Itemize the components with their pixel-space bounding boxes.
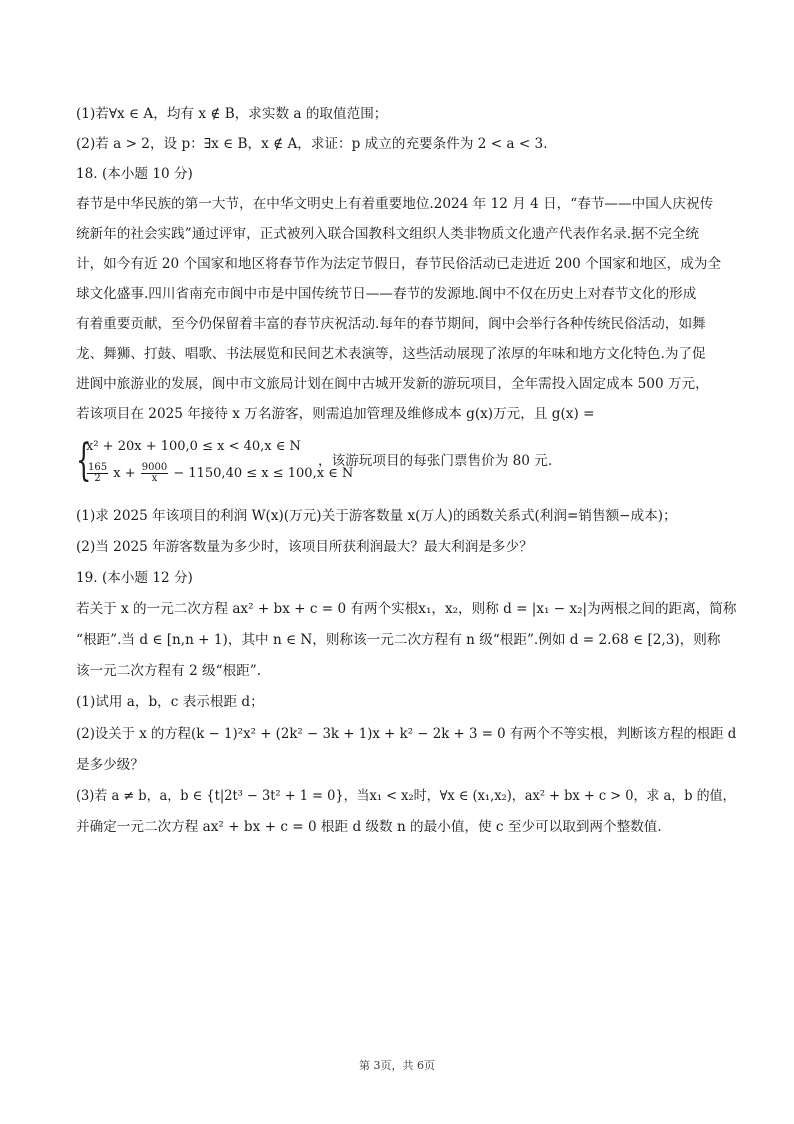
q19-part2: (2)设关于 x 的方程(k − 1)²x² + (2k² − 3k + 1)x + k² − 2k + 3 = 0 有两个不等实根，判断该方程的根距 d xyxy=(76,726,737,742)
q19-part1: (1)试用 a，b，c 表示根距 d； xyxy=(76,694,264,710)
q18-text-line: 计，如今有近 20 个国家和地区将春节作为法定节假日，春节民俗活动已走进近 200 个国家和地区，成为全 xyxy=(76,256,722,272)
q19-part2-cont: 是多少级？ xyxy=(76,757,144,773)
piecewise-tail: ，该游玩项目的每张门票售价为 80 元. xyxy=(318,453,553,469)
q19-text-line: “根距”.当 d ∈ [n,n + 1)，其中 n ∈ N，则称该一元二次方程有 n 级“根距”.例如 d = 2.68 ∈ [2,3)，则称 xyxy=(76,632,721,648)
q18-text-line: 球文化盛事.四川省南充市阆中市是中国传统节日——春节的发源地.阆中不仅在历史上对春节文化的形成 xyxy=(76,286,697,302)
q19-part3: (3)若 a ≠ b，a，b ∈ {t|2t³ − 3t² + 1 = 0}，当x₁ < x₂时，∀x ∈ (x₁,x₂)，ax² + bx + c > 0，求 a，b 的值， xyxy=(76,788,736,804)
fraction: $\frac{9000}{x}$ xyxy=(141,462,168,484)
q18-part2: (2)当 2025 年游客数量为多少时，该项目所获利润最大？最大利润是多少？ xyxy=(76,539,533,555)
q17-part2: (2)若 a > 2，设 p：∃x ∈ B，x ∉ A，求证：p 成立的充要条件为 2 < a < 3. xyxy=(76,136,548,152)
q19-text-line: 该一元二次方程有 2 级“根距”. xyxy=(76,663,262,679)
q19-text-line: 若关于 x 的一元二次方程 ax² + bx + c = 0 有两个实根x₁，x₂，则称 d = |x₁ − x₂|为两根之间的距离，简称 xyxy=(76,601,737,617)
q18-text-line: 春节是中华民族的第一大节，在中华文明史上有着重要地位.2024 年 12 月 4 日，“春节——中国人庆祝传 xyxy=(76,196,714,212)
q18-text-line: 进阆中旅游业的发展，阆中市文旅局计划在阆中古城开发新的游玩项目，全年需投入固定成本 500 万元， xyxy=(76,376,709,392)
q17-part1: (1)若∀x ∈ A，均有 x ∉ B，求实数 a 的取值范围； xyxy=(76,106,388,122)
page-footer: 第 3页，共 6页 xyxy=(359,1059,435,1072)
q18-heading: 18. (本小题 10 分) xyxy=(76,166,193,182)
q19-heading: 19. (本小题 12 分) xyxy=(76,570,193,586)
piecewise-function xyxy=(76,434,736,490)
q18-text-line: 龙、舞狮、打鼓、唱歌、书法展览和民间艺术表演等，这些活动展现了浓厚的年味和地方文化特色.为了促 xyxy=(76,346,706,362)
piecewise-case-2: $\frac{165}{2}$ x + $\frac{9000}{x}$ − 1150,40 ≤ x ≤ 100,x ∈ N xyxy=(88,462,354,484)
fraction: $\frac{165}{2}$ xyxy=(88,462,108,484)
q18-text-line: 有着重要贡献，至今仍保留着丰富的春节庆祝活动.每年的春节期间，阆中会举行各种传统民俗活动，如舞 xyxy=(76,316,706,332)
q18-part1: (1)求 2025 年该项目的利润 W(x)(万元)关于游客数量 x(万人)的函数关系式(利润=销售额−成本)； xyxy=(76,508,677,524)
left-brace: { xyxy=(76,435,92,486)
q18-text-line: 若该项目在 2025 年接待 x 万名游客，则需追加管理及维修成本 g(x)万元，且 g(x) = xyxy=(76,406,595,422)
piecewise-case-1: x² + 20x + 100,0 ≤ x < 40,x ∈ N xyxy=(86,439,301,454)
q18-text-line: 统新年的社会实践”通过评审，正式被列入联合国教科文组织人类非物质文化遗产代表作名录.据不完全统 xyxy=(76,226,699,242)
q19-part3-cont: 并确定一元二次方程 ax² + bx + c = 0 根距 d 级数 n 的最小值，使 c 至少可以取到两个整数值. xyxy=(76,819,662,835)
